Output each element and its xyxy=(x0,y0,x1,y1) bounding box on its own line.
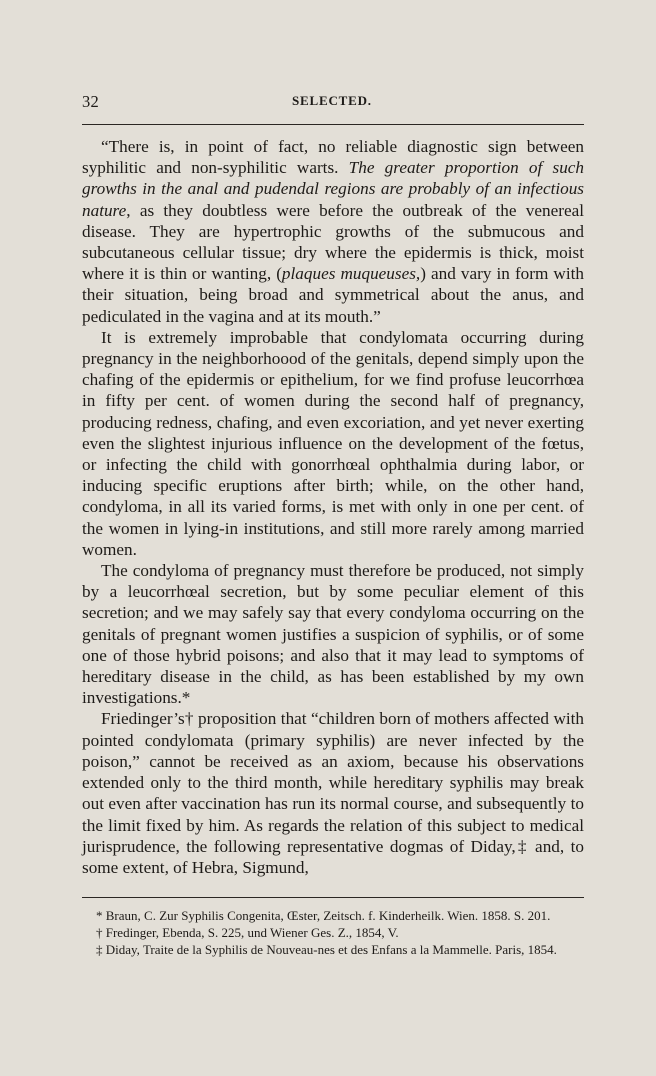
body-text xyxy=(82,136,584,878)
page-number: 32 xyxy=(82,92,100,111)
page-header xyxy=(82,92,582,112)
paragraph-4: Friedinger’s† proposition that “children born of mothers affected with pointed condylomata (primary syphilis) are never infected by the poison,” cannot be received as an axiom, because his observations extended only to the third month, while hereditary syphilis may break out even after vaccination has run its normal course, and subsequently to the limit fixed by him. As regards the relation of this subject to medical jurisprudence, the following representative dogmas of Diday,‡ and, to some extent, of Hebra, Sigmund, xyxy=(82,709,584,877)
footnote-rule xyxy=(82,897,584,898)
running-head: SELECTED. xyxy=(292,93,372,108)
paragraph-1-text-b: , as they doubtless were before the outbreak of the venereal disease. They are hypertrophic growths of the submucous and subcutaneous cellular tissue; dry where the epidermis is thick, moist where it is thin or wanting, ( xyxy=(82,200,584,284)
footnote-1: * Braun, C. Zur Syphilis Congenita, Œster, Zeitsch. f. Kinderheilk. Wien. 1858. S. 201. xyxy=(96,908,551,923)
paragraph-1 xyxy=(82,136,584,327)
header-rule xyxy=(82,124,584,125)
paragraph-1-emphasis-1: The greater proportion of such growths in the anal and pudendal regions are probably of an infectious nature xyxy=(82,158,585,220)
paragraph-1-text-a: “There is, in point of fact, no reliable diagnostic sign between syphilitic and non-syphilitic warts. xyxy=(82,137,584,178)
paragraph-1-emphasis-2: plaques muqueuses, xyxy=(281,264,421,284)
footnote-2: † Fredinger, Ebenda, S. 225, und Wiener Ges. Z., 1854, V. xyxy=(96,924,399,940)
paragraph-3: The condyloma of pregnancy must therefore be produced, not simply by a leucorrhœal secretion, but by some peculiar element of this secretion; and we may safely say that every condyloma occurring on the genitals of pregnant women justifies a suspicion of syphilis, or of some one of those hybrid poisons; and also that it may lead to symptoms of hereditary disease in the child, as has been established by my own investigations.* xyxy=(82,561,584,708)
footnotes xyxy=(82,908,584,958)
footnote-3: ‡ Diday, Traite de la Syphilis de Nouveau-nes et des Enfans a la Mammelle. Paris, 1854. xyxy=(96,941,557,957)
paragraph-2: It is extremely improbable that condylomata occurring during pregnancy in the neighborhoood of the genitals, depend simply upon the chafing of the epidermis or epithelium, for we find profuse leucorrhœa in fifty per cent. of women during the second half of pregnancy, producing redness, chafing, and even excoriation, and yet never exerting even the slightest injurious influence on the development of the fœtus, or infecting the child with gonorrhœal ophthalmia during labor, or inducing specific eruptions after birth; while, on the other hand, condyloma, in all its varied forms, is met with only in one per cent. of the women in lying-in institutions, and still more rarely among married women. xyxy=(82,327,584,559)
paragraph-1-text-c: ) and vary in form with their situation, being broad and symmetrical about the anus, and pediculated in the vagina and at its mouth.” xyxy=(82,264,584,326)
